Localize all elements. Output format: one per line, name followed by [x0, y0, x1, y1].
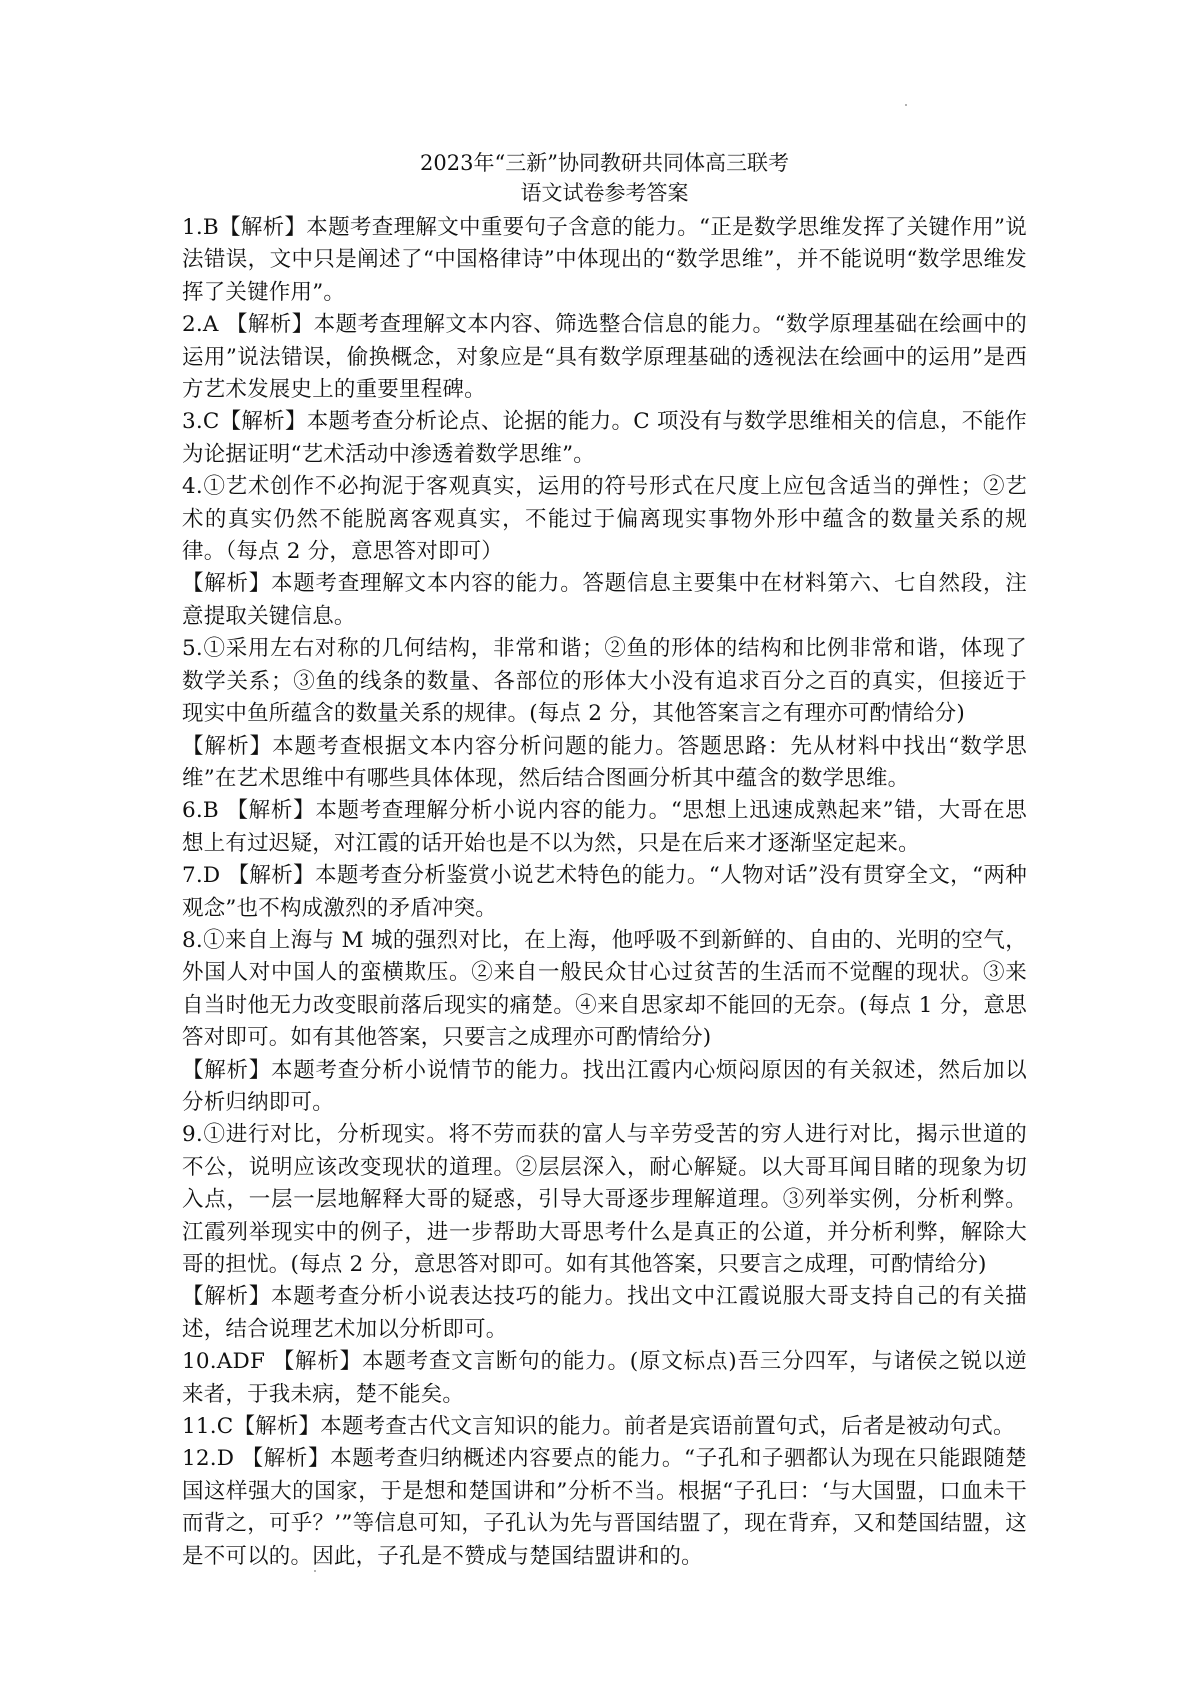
- answer-9: 9.①进行对比，分析现实。将不劳而获的富人与辛劳受苦的穷人进行对比，揭示世道的不公，说明应该改变现状的道理。②层层深入，耐心解疑。以大哥耳闻目睹的现象为切入点，一层一层地解释大哥的疑惑，引导大哥逐步理解道理。③列举实例，分析利弊。江霞列举现实中的例子，进一步帮助大哥思考什么是真正的公道，并分析利弊，解除大哥的担忧。(每点 2 分，意思答对即可。如有其他答案，只要言之成理，可酌情给分): [182, 1122, 1027, 1277]
- answer-6: 6.B 【解析】本题考查理解分析小说内容的能力。“思想上迅速成熟起来”错，大哥在思想上有过迟疑，对江霞的话开始也是不以为然，只是在后来才逐渐坚定起来。: [182, 798, 1027, 856]
- answer-1: 1.B【解析】本题考查理解文中重要句子含意的能力。“正是数学思维发挥了关键作用”说法错误，文中只是阐述了“中国格律诗”中体现出的“数学思维”，并不能说明“数学思维发挥了关键作用”。: [182, 215, 1027, 305]
- page-title: 2023年“三新”协同教研共同体高三联考: [420, 151, 789, 175]
- answer-document: [182, 148, 1027, 1573]
- answer-10: 10.ADF 【解析】本题考查文言断句的能力。(原文标点)吾三分四军，与诸侯之锐以逆来者，于我未病，楚不能矣。: [182, 1349, 1027, 1407]
- scan-speck: [905, 104, 907, 106]
- analysis-8: 【解析】本题考查分析小说情节的能力。找出江霞内心烦闷原因的有关叙述，然后加以分析归纳即可。: [182, 1057, 1027, 1115]
- answer-11: 11.C【解析】本题考查古代文言知识的能力。前者是宾语前置句式，后者是被动句式。: [182, 1414, 1015, 1440]
- answer-4: 4.①艺术创作不必拘泥于客观真实，运用的符号形式在尺度上应包含适当的弹性；②艺术的真实仍然不能脱离客观真实，不能过于偏离现实事物外形中蕴含的数量关系的规律。（每点 2 分，意思答对即可）: [182, 474, 1027, 565]
- answer-2: 2.A 【解析】本题考查理解文本内容、筛选整合信息的能力。“数学原理基础在绘画中的运用”说法错误，偷换概念，对象应是“具有数学原理基础的透视法在绘画中的运用”是西方艺术发展史上的重要里程碑。: [182, 312, 1027, 403]
- page-subtitle: 语文试卷参考答案: [520, 181, 689, 205]
- answer-list: [182, 212, 1027, 1573]
- analysis-9: 【解析】本题考查分析小说表达技巧的能力。找出文中江霞说服大哥支持自己的有关描述，结合说理艺术加以分析即可。: [182, 1284, 1027, 1342]
- answer-3: 3.C【解析】本题考查分析论点、论据的能力。C 项没有与数学思维相关的信息，不能作为论据证明“艺术活动中渗透着数学思维”。: [182, 409, 1027, 467]
- analysis-4: 【解析】本题考查理解文本内容的能力。答题信息主要集中在材料第六、七自然段，注意提取关键信息。: [182, 571, 1027, 629]
- answer-8: 8.①来自上海与 M 城的强烈对比，在上海，他呼吸不到新鲜的、自由的、光明的空气，外国人对中国人的蛮横欺压。②来自一般民众甘心过贫苦的生活而不觉醒的现状。③来自当时他无力改变眼前落后现实的痛楚。④来自思家却不能回的无奈。(每点 1 分，意思答对即可。如有其他答案，只要言之成理亦可酌情给分): [182, 927, 1027, 1051]
- answer-7: 7.D 【解析】本题考查分析鉴赏小说艺术特色的能力。“人物对话”没有贯穿全文，“两种观念”也不构成激烈的矛盾冲突。: [182, 863, 1027, 921]
- answer-5: 5.①采用左右对称的几何结构，非常和谐；②鱼的形体的结构和比例非常和谐，体现了数学关系；③鱼的线条的数量、各部位的形体大小没有追求百分之百的真实，但接近于现实中鱼所蕴含的数量关系的规律。(每点 2 分，其他答案言之有理亦可酌情给分): [182, 636, 1027, 727]
- answer-12: 12.D 【解析】本题考查归纳概述内容要点的能力。“子孔和子驷都认为现在只能跟随楚国这样强大的国家，于是想和楚国讲和”分析不当。根据“子孔曰：‘与大国盟，口血未干而背之，可乎？’”等信息可知，子孔认为先与晋国结盟了，现在背弃，又和楚国结盟，这是不可以的。因此，子孔是不赞成与楚国结盟讲和的。: [182, 1446, 1027, 1569]
- analysis-5: 【解析】本题考查根据文本内容分析问题的能力。答题思路：先从材料中找出“数学思维”在艺术思维中有哪些具体体现，然后结合图画分析其中蕴含的数学思维。: [182, 733, 1027, 791]
